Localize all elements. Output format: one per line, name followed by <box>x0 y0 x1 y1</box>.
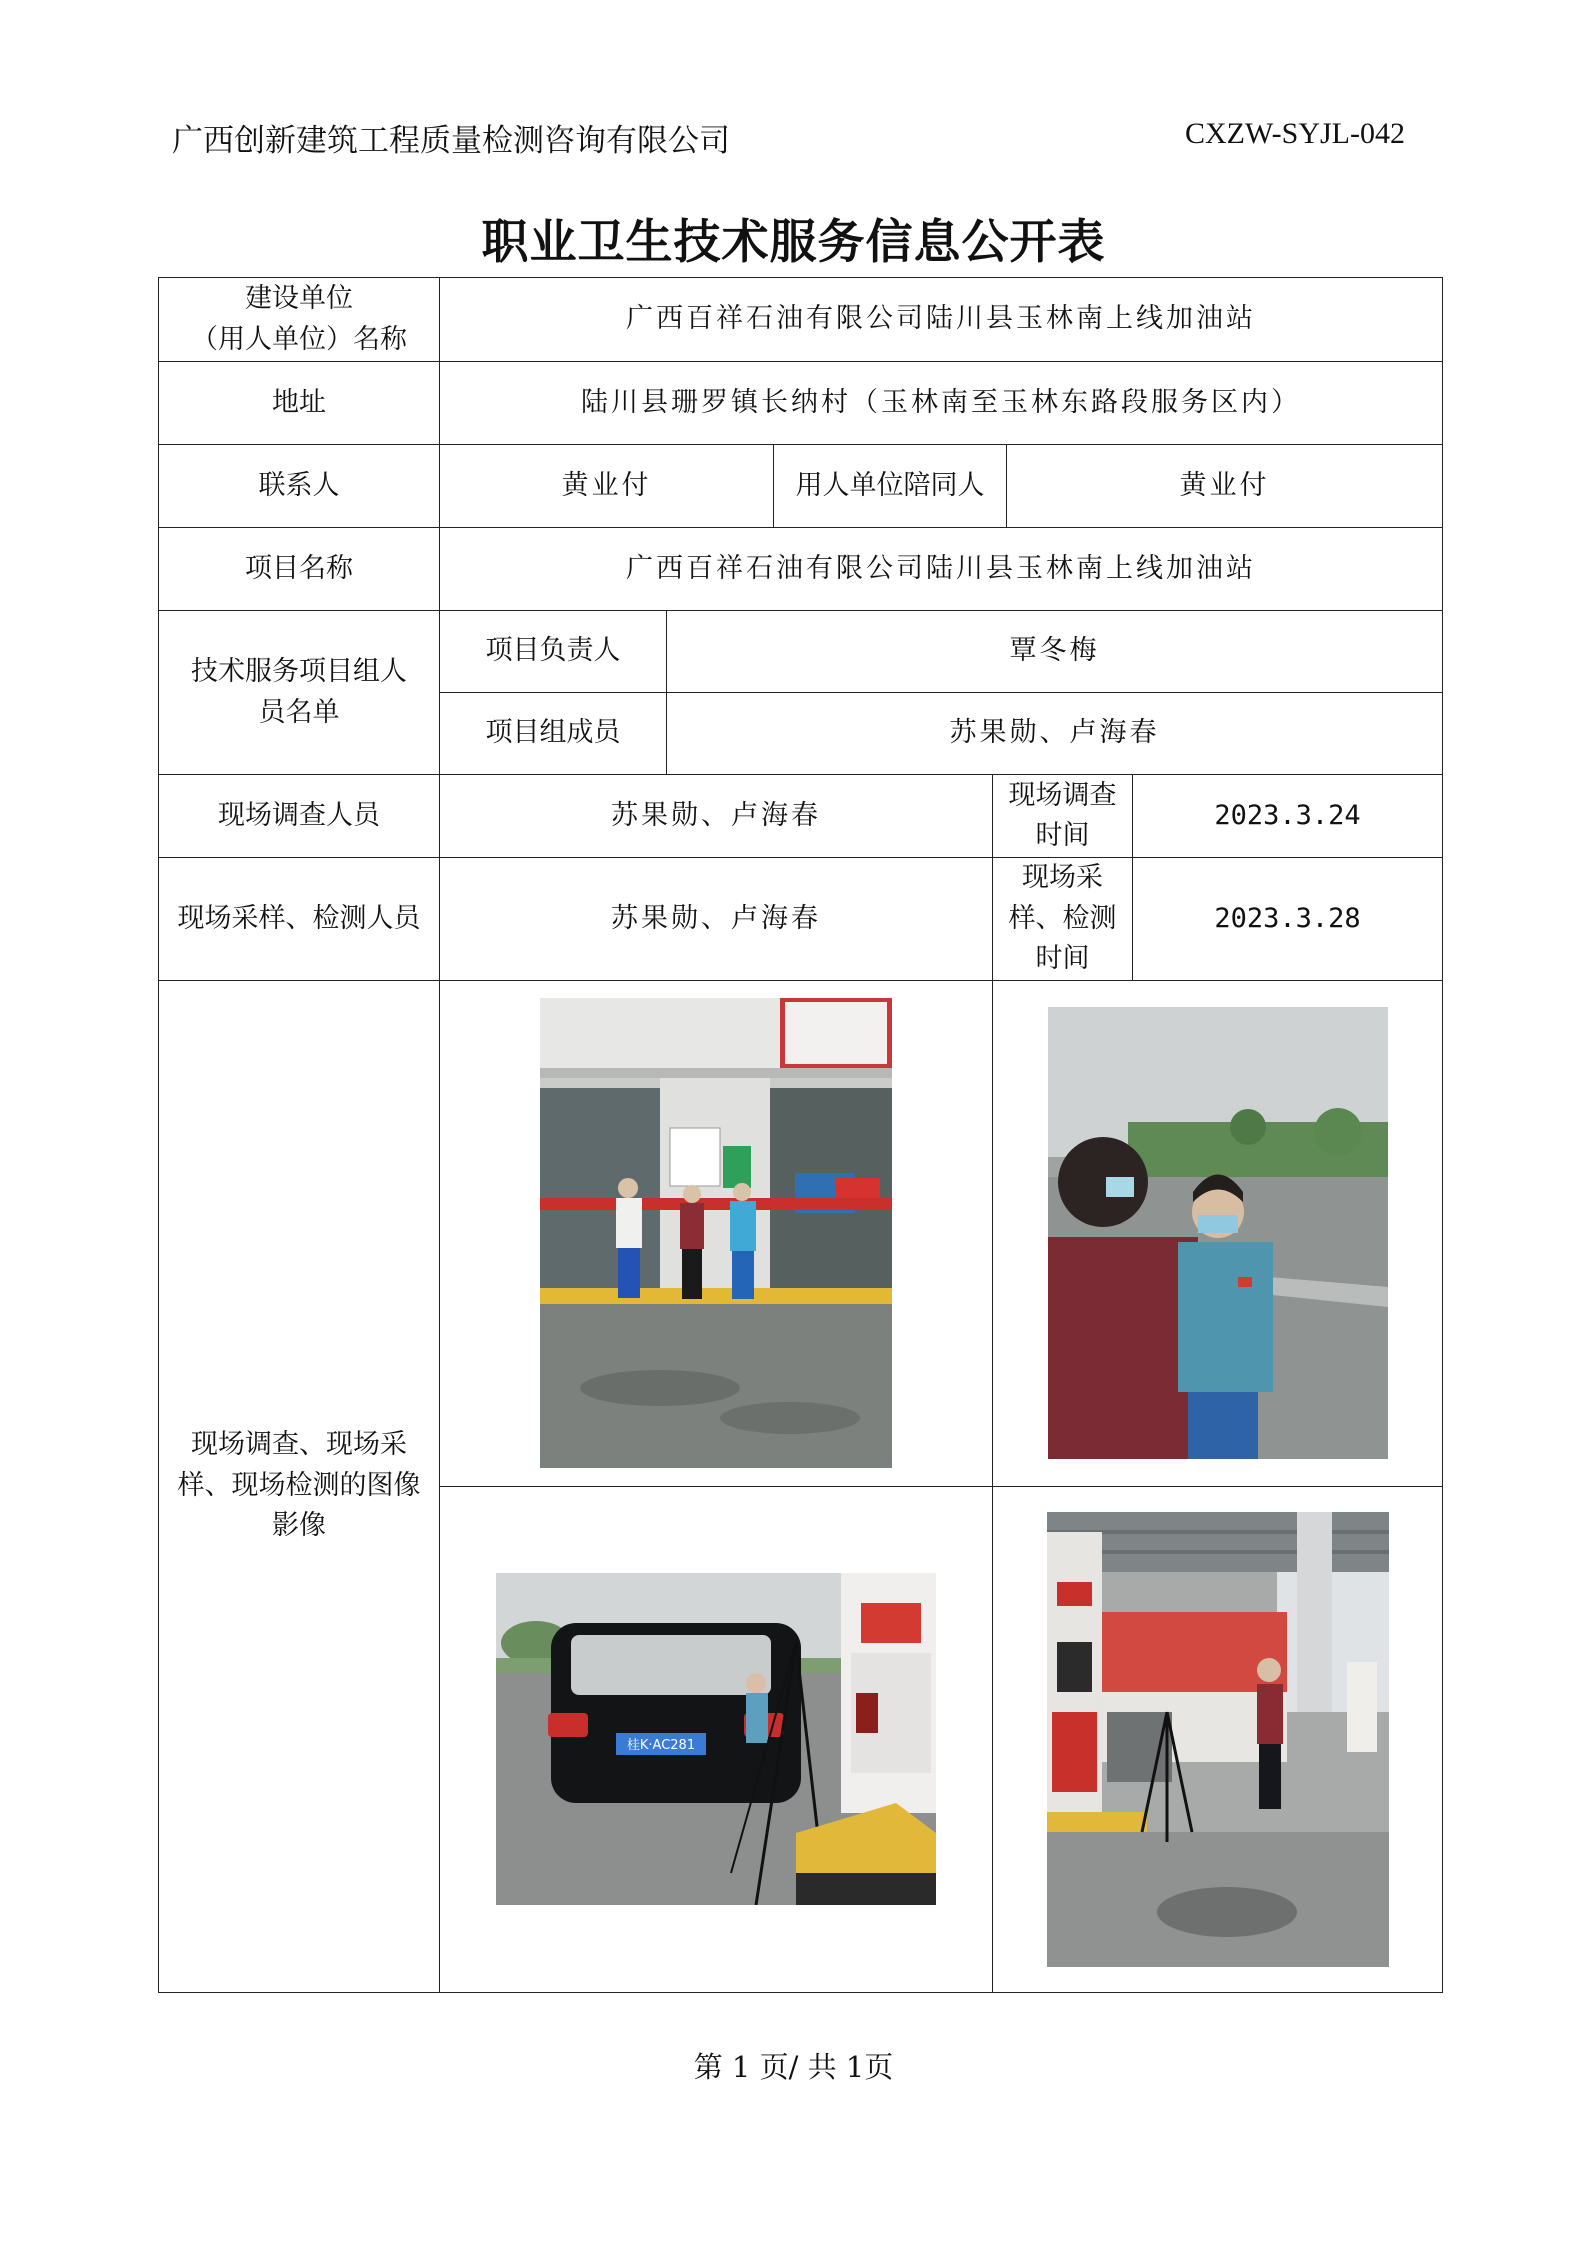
document-code: CXZW-SYJL-042 <box>1185 117 1405 150</box>
sampling-time-value: 2023.3.28 <box>1133 858 1443 981</box>
team-label <box>159 611 440 775</box>
members-label: 项目组成员 <box>440 693 667 775</box>
survey-value: 苏果勋、卢海春 <box>440 775 993 858</box>
row-project <box>159 528 1443 611</box>
photo-personal-sampling <box>1048 1007 1388 1459</box>
photo-dispenser-sampling <box>496 1573 936 1905</box>
project-value: 广西百祥石油有限公司陆川县玉林南上线加油站 <box>440 528 1443 611</box>
row-images-top <box>159 980 1443 1486</box>
companion-value: 黄业付 <box>1007 445 1443 528</box>
contact-label: 联系人 <box>159 445 440 528</box>
sampling-time-label: 现场采样、检测时间 <box>993 858 1133 981</box>
info-table <box>158 277 1443 1993</box>
photo-cell-4 <box>993 1486 1443 1992</box>
row-team-leader <box>159 611 1443 693</box>
team-label-line2: 员名单 <box>258 696 340 728</box>
members-value: 苏果勋、卢海春 <box>667 693 1443 775</box>
unit-label-line1: 建设单位 <box>245 283 353 314</box>
photo-station-entrance <box>540 998 892 1468</box>
unit-label <box>159 278 440 362</box>
images-label <box>159 980 440 1992</box>
survey-time-label: 现场调查时间 <box>993 775 1133 858</box>
survey-time-value: 2023.3.24 <box>1133 775 1443 858</box>
page-title: 职业卫生技术服务信息公开表 <box>481 215 1106 270</box>
row-contact <box>159 445 1443 528</box>
row-address <box>159 362 1443 445</box>
unit-value: 广西百祥石油有限公司陆川县玉林南上线加油站 <box>440 278 1443 362</box>
leader-value: 覃冬梅 <box>667 611 1443 693</box>
plate-text: 桂K·AC281 <box>626 1738 696 1753</box>
address-value: 陆川县珊罗镇长纳村（玉林南至玉林东路段服务区内） <box>440 362 1443 445</box>
photo-area-sampling <box>1047 1512 1389 1967</box>
sampling-value: 苏果勋、卢海春 <box>440 858 993 981</box>
project-label: 项目名称 <box>159 528 440 611</box>
photo-cell-3 <box>440 1486 993 1992</box>
leader-label: 项目负责人 <box>440 611 667 693</box>
company-name: 广西创新建筑工程质量检测咨询有限公司 <box>172 123 730 159</box>
team-label-line1: 技术服务项目组人 <box>191 656 407 687</box>
page-footer: 第 1 页/ 共 1页 <box>693 2050 894 2084</box>
photo-cell-2 <box>993 980 1443 1486</box>
images-label-line1: 现场调查、现场采 <box>191 1429 407 1461</box>
sampling-label: 现场采样、检测人员 <box>159 858 440 981</box>
unit-label-line2: （用人单位）名称 <box>191 323 407 355</box>
photo-cell-1 <box>440 980 993 1486</box>
images-label-line3: 影像 <box>272 1510 326 1542</box>
survey-label: 现场调查人员 <box>159 775 440 858</box>
row-unit <box>159 278 1443 362</box>
row-sampling <box>159 858 1443 981</box>
address-label: 地址 <box>159 362 440 445</box>
companion-label: 用人单位陪同人 <box>774 445 1007 528</box>
images-label-line2: 样、现场检测的图像 <box>177 1469 421 1501</box>
row-survey <box>159 775 1443 858</box>
contact-value: 黄业付 <box>440 445 774 528</box>
